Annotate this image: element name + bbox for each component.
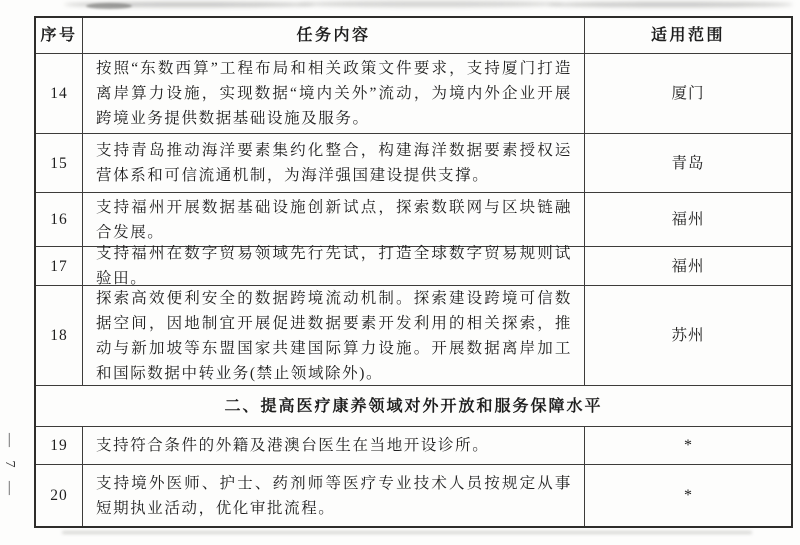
row18-content-text: 探索高效便利安全的数据跨境流动机制。探索建设跨境可信数据空间，因地制宜开展促进数据要素开发利用的相关探索，推动与新加坡等东盟国家共建国际算力设施。开展数据离岸加工和国际数据中转业务(禁止领域除外)。 <box>96 289 572 382</box>
row14-number: 14 <box>36 54 83 134</box>
row19-content-text: 支持符合条件的外籍及港澳台医生在当地开设诊所。 <box>96 437 490 454</box>
row20-scope: * <box>684 487 692 504</box>
row14-content-text: 按照“东数西算”工程布局和相关政策文件要求，支持厦门打造离岸算力设施，实现数据“境内关外”流动，为境内外企业开展跨境业务提供数据基础设施及服务。 <box>96 60 572 127</box>
section-header-medical-services: 二、提高医疗康养领域对外开放和服务保障水平 <box>36 386 791 427</box>
row17-number: 17 <box>36 247 83 286</box>
page-number <box>0 433 17 500</box>
row20-content <box>83 465 585 526</box>
scan-smudge <box>298 1 563 7</box>
scan-shadow <box>62 531 752 534</box>
row14-content <box>83 54 585 134</box>
row16-content <box>83 193 585 247</box>
row17-scope: 福州 <box>585 247 791 286</box>
row20-number: 20 <box>36 465 83 526</box>
row18-content <box>83 286 585 386</box>
row15-number: 15 <box>36 134 83 193</box>
row18-number: 18 <box>36 286 83 386</box>
row20-content-text: 支持境外医师、护士、药剂师等医疗专业技术人员按规定从事短期执业活动，优化审批流程。 <box>96 474 572 517</box>
scan-smudge <box>86 3 132 9</box>
row16-scope: 福州 <box>585 193 791 247</box>
scan-smudge <box>64 2 314 7</box>
row15-scope: 青岛 <box>585 134 791 193</box>
header-task-content: 任务内容 <box>83 18 585 54</box>
header-serial-number: 序号 <box>36 18 83 54</box>
row19-scope: * <box>585 427 791 465</box>
row16-content-text: 支持福州开展数据基础设施创新试点，探索数联网与区块链融合发展。 <box>96 198 572 241</box>
row17-content <box>83 247 585 286</box>
row15-content <box>83 134 585 193</box>
page-number-text: — 7 — <box>2 433 17 500</box>
row16-number: 16 <box>36 193 83 247</box>
header-applicable-scope: 适用范围 <box>585 18 791 54</box>
task-table <box>34 16 793 528</box>
scan-smudge <box>548 2 793 7</box>
row15-content-text: 支持青岛推动海洋要素集约化整合，构建海洋数据要素授权运营体系和可信流通机制，为海洋强国建设提供支撑。 <box>96 142 572 184</box>
row19-number: 19 <box>36 427 83 465</box>
row14-scope: 厦门 <box>585 54 791 134</box>
row19-content <box>83 427 585 465</box>
row18-scope: 苏州 <box>585 286 791 386</box>
row17-content-text: 支持福州在数字贸易领域先行先试，打造全球数字贸易规则试验田。 <box>96 245 572 287</box>
